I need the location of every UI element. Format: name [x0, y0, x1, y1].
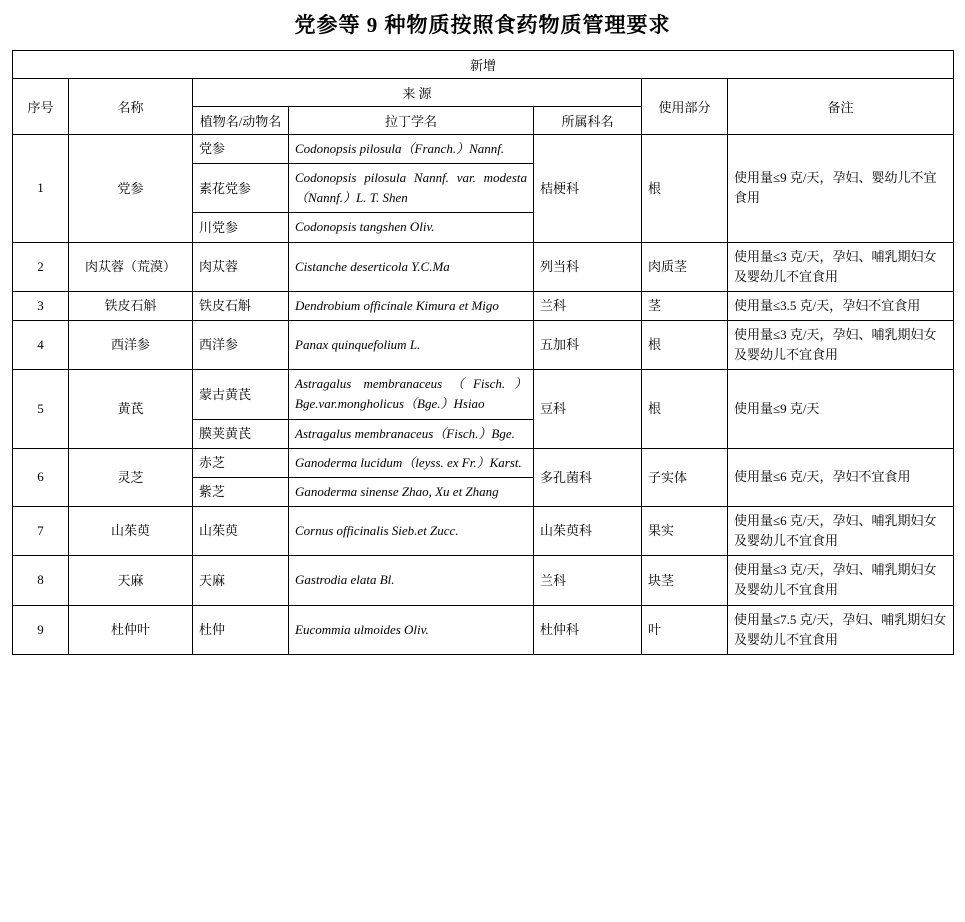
cell-plant-animal: 素花党参	[193, 164, 289, 213]
cell-latin-name: Astragalus membranaceus（Fisch.）Bge.	[289, 419, 534, 448]
header-note: 备注	[728, 79, 954, 135]
table-row	[13, 605, 954, 654]
cell-latin-name: Codonopsis tangshen Oliv.	[289, 213, 534, 242]
table-row	[13, 291, 954, 320]
cell-plant-animal: 西洋参	[193, 320, 289, 369]
cell-latin-name: Cornus officinalis Sieb.et Zucc.	[289, 506, 534, 555]
cell-no: 8	[13, 556, 69, 605]
cell-latin-name: Cistanche deserticola Y.C.Ma	[289, 242, 534, 291]
cell-part: 肉质茎	[642, 242, 728, 291]
cell-note: 使用量≤7.5 克/天，孕妇、哺乳期妇女及婴幼儿不宜食用	[728, 605, 954, 654]
cell-name: 天麻	[69, 556, 193, 605]
cell-family: 兰科	[534, 291, 642, 320]
cell-plant-animal: 党参	[193, 135, 289, 164]
header-latin: 拉丁学名	[289, 107, 534, 135]
cell-name: 杜仲叶	[69, 605, 193, 654]
cell-name: 铁皮石斛	[69, 291, 193, 320]
cell-latin-name: Ganoderma lucidum（leyss. ex Fr.）Karst.	[289, 448, 534, 477]
table-row	[13, 448, 954, 477]
table-header	[13, 51, 954, 135]
cell-name: 山茱萸	[69, 506, 193, 555]
table-body	[13, 135, 954, 655]
cell-note: 使用量≤3 克/天，孕妇、哺乳期妇女及婴幼儿不宜食用	[728, 556, 954, 605]
table-row	[13, 506, 954, 555]
cell-family: 杜仲科	[534, 605, 642, 654]
cell-no: 2	[13, 242, 69, 291]
cell-latin-name: Eucommia ulmoides Oliv.	[289, 605, 534, 654]
cell-no: 5	[13, 370, 69, 448]
table-row	[13, 556, 954, 605]
page-title: 党参等 9 种物质按照食药物质管理要求	[294, 13, 671, 37]
cell-no: 1	[13, 135, 69, 243]
banner-row	[13, 51, 954, 79]
cell-family: 五加科	[534, 320, 642, 369]
cell-latin-name: Codonopsis pilosula（Franch.）Nannf.	[289, 135, 534, 164]
header-part: 使用部分	[642, 79, 728, 135]
table-row	[13, 135, 954, 164]
cell-plant-animal: 山茱萸	[193, 506, 289, 555]
cell-plant-animal: 膜荚黄芪	[193, 419, 289, 448]
cell-name: 党参	[69, 135, 193, 243]
cell-plant-animal: 蒙古黄芪	[193, 370, 289, 419]
cell-family: 山茱萸科	[534, 506, 642, 555]
cell-latin-name: Panax quinquefolium L.	[289, 320, 534, 369]
cell-latin-name: Astragalus membranaceus（Fisch.）Bge.var.mongholicus（Bge.）Hsiao	[289, 370, 534, 419]
cell-part: 块茎	[642, 556, 728, 605]
cell-plant-animal: 紫芝	[193, 477, 289, 506]
cell-no: 9	[13, 605, 69, 654]
cell-family: 多孔菌科	[534, 448, 642, 506]
cell-plant-animal: 铁皮石斛	[193, 291, 289, 320]
table-row	[13, 320, 954, 369]
cell-family: 列当科	[534, 242, 642, 291]
cell-family: 豆科	[534, 370, 642, 448]
cell-no: 4	[13, 320, 69, 369]
header-name: 名称	[69, 79, 193, 135]
table-row	[13, 370, 954, 419]
cell-latin-name: Codonopsis pilosula Nannf. var. modesta（Nannf.）L. T. Shen	[289, 164, 534, 213]
cell-name: 黄芪	[69, 370, 193, 448]
cell-note: 使用量≤3.5 克/天，孕妇不宜食用	[728, 291, 954, 320]
cell-note: 使用量≤6 克/天，孕妇不宜食用	[728, 448, 954, 506]
substances-table	[12, 50, 954, 655]
cell-note: 使用量≤9 克/天，孕妇、婴幼儿不宜食用	[728, 135, 954, 243]
header-family: 所属科名	[534, 107, 642, 135]
cell-plant-animal: 杜仲	[193, 605, 289, 654]
cell-name: 肉苁蓉（荒漠）	[69, 242, 193, 291]
cell-note: 使用量≤6 克/天，孕妇、哺乳期妇女及婴幼儿不宜食用	[728, 506, 954, 555]
cell-name: 西洋参	[69, 320, 193, 369]
header-plant-animal: 植物名/动物名	[193, 107, 289, 135]
cell-family: 兰科	[534, 556, 642, 605]
cell-name: 灵芝	[69, 448, 193, 506]
cell-plant-animal: 肉苁蓉	[193, 242, 289, 291]
cell-plant-animal: 赤芝	[193, 448, 289, 477]
cell-no: 6	[13, 448, 69, 506]
header-no: 序号	[13, 79, 69, 135]
cell-part: 根	[642, 135, 728, 243]
cell-no: 7	[13, 506, 69, 555]
cell-plant-animal: 川党参	[193, 213, 289, 242]
cell-note: 使用量≤3 克/天，孕妇、哺乳期妇女及婴幼儿不宜食用	[728, 320, 954, 369]
header-row-1	[13, 79, 954, 107]
header-source: 来 源	[193, 79, 642, 107]
cell-part: 根	[642, 320, 728, 369]
banner-cell: 新增	[13, 51, 954, 79]
cell-part: 茎	[642, 291, 728, 320]
cell-part: 根	[642, 370, 728, 448]
cell-plant-animal: 天麻	[193, 556, 289, 605]
table-row	[13, 242, 954, 291]
cell-family: 桔梗科	[534, 135, 642, 243]
cell-latin-name: Dendrobium officinale Kimura et Migo	[289, 291, 534, 320]
cell-part: 子实体	[642, 448, 728, 506]
cell-latin-name: Ganoderma sinense Zhao, Xu et Zhang	[289, 477, 534, 506]
cell-part: 果实	[642, 506, 728, 555]
cell-note: 使用量≤9 克/天	[728, 370, 954, 448]
cell-no: 3	[13, 291, 69, 320]
cell-latin-name: Gastrodia elata Bl.	[289, 556, 534, 605]
cell-note: 使用量≤3 克/天，孕妇、哺乳期妇女及婴幼儿不宜食用	[728, 242, 954, 291]
cell-part: 叶	[642, 605, 728, 654]
